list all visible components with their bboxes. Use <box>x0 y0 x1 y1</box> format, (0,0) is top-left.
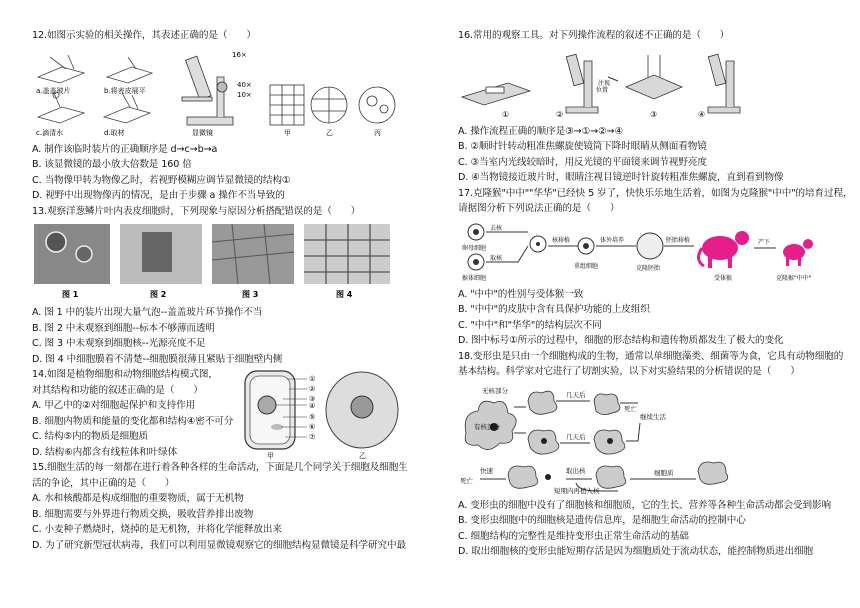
q18-option-d: D. 取出细胞核的变形虫能短期存活是因为细胞质处于流动状态，能控制物质进出细胞 <box>458 546 813 557</box>
q16-zs-label: 注视 <box>598 79 611 87</box>
q16-n4: ④ <box>698 109 706 119</box>
q16-n1: ① <box>502 109 510 119</box>
q13-option-c: C. 图 3 中未观察到细胞核--光源亮度不足 <box>32 338 206 349</box>
q18-stem-2: 基本结构。科学家对它进行了切割实验，以下对实验结果的分析错误的是（ ） <box>458 366 800 377</box>
left-column <box>32 28 417 553</box>
q13-fig1: 图 1 <box>62 290 79 299</box>
q12-figure <box>32 47 417 139</box>
q17-recombined: 重组细胞 <box>574 262 599 270</box>
q14-stem-1: 14.如图是植物细胞和动物细胞结构模式图， <box>32 369 218 380</box>
q13-fig2: 图 2 <box>150 290 167 299</box>
q13-option-b: B. 图 2 中未观察到细胞--标本不够薄而透明 <box>32 322 215 334</box>
microscope-icon <box>182 56 233 125</box>
q13-fig4: 图 4 <box>336 290 353 299</box>
q12-microscope: 显微镜 <box>192 128 213 137</box>
q12-obj10: 10× <box>237 90 252 99</box>
q12-option-a: A. 制作该临时装片的正确顺序是 d→c→b→a <box>32 143 218 155</box>
q17-stem-2: 请据图分析下列说法正确的是（ ） <box>458 203 620 214</box>
right-column <box>458 28 853 560</box>
q14-figure <box>237 365 417 461</box>
q15-option-b: B. 细胞需要与外界进行物质交换，吸收营养排出废物 <box>32 508 254 520</box>
q13-stem: 13.观察洋葱鳞片叶内表皮细胞时，下列现象与原因分析搭配错误的是（ ） <box>32 205 361 217</box>
q16-zs-label-2: 位置 <box>596 86 609 94</box>
q17-embryo: 克隆胚胎 <box>636 264 661 272</box>
q14-num-5: ⑤ <box>309 413 316 421</box>
q17-take: 取核 <box>490 254 503 262</box>
q18-figure <box>458 383 843 495</box>
q17-culture: 体外培养 <box>600 236 625 244</box>
q12-label-b: b.将表皮展平 <box>104 86 146 95</box>
q18-days-2: 几天后 <box>566 432 586 441</box>
baby-monkey-icon <box>783 239 813 266</box>
q15-option-a: A. 水和核酸都是构成细胞的重要物质，属于无机物 <box>32 493 244 504</box>
q18-stem-1: 18.变形虫是只由一个细胞构成的生物，通常以单细胞藻类、细菌等为食，它具有动物细胞的 <box>458 350 844 362</box>
q14-option-c: C. 结构⑤内的物质是细胞质 <box>32 431 148 442</box>
q17-option-c: C. "中中"和"华华"的结构层次不同 <box>458 319 602 331</box>
q17-remove: 去核 <box>490 224 503 232</box>
q16-option-c: C. ③当室内光线较暗时，用反光镜的平面镜来调节视野亮度 <box>458 156 707 168</box>
q14-num-3: ③ <box>309 395 316 403</box>
q12-yi: 乙 <box>326 128 333 137</box>
q18-option-b: B. 变形虫细胞中的细胞核是遗传信息库，是细胞生命活动的控制中心 <box>458 515 746 526</box>
q12-ocular: 16× <box>232 50 247 59</box>
q12-bing: 丙 <box>374 128 381 137</box>
q12-option-b: B. 该显微镜的最小放大倍数是 160 倍 <box>32 159 192 170</box>
q12-label-c: c.滴清水 <box>36 128 64 137</box>
q13-figure <box>32 222 417 302</box>
q13-option-d: D. 图 4 中细胞膜看不清楚--细胞膜很薄且紧贴于细胞壁内侧 <box>32 353 283 365</box>
amoeba-icon <box>465 391 728 488</box>
q18-take-out: 取出核 <box>566 466 586 475</box>
q14-yi: 乙 <box>359 452 366 460</box>
q18-death-2: 死亡 <box>460 476 473 485</box>
q12-label-a: a.盖盖玻片 <box>36 86 71 95</box>
q12-jia: 甲 <box>284 128 291 137</box>
q17-egg: 卵母细胞 <box>462 244 487 252</box>
q18-continue: 继续生活 <box>640 412 666 421</box>
q16-n2: ② <box>556 109 564 119</box>
q14-stem-2: 对其结构和功能的叙述正确的是（ ） <box>32 384 203 396</box>
q16-option-b: B. ②顺时针转动粗准焦螺旋使镜筒下降时眼睛从侧面看物镜 <box>458 141 707 152</box>
q18-nucleus-part: 有核部分 <box>474 422 500 431</box>
q17-clone: 克隆猴"中中" <box>776 274 812 282</box>
q17-fuse: 核移植 <box>552 236 571 244</box>
q18-days-1: 几天后 <box>566 390 586 399</box>
q16-option-d: D. ④当物镜接近玻片时，眼睛注视目镜逆时针旋转粗准焦螺旋，直到看到物像 <box>458 172 784 183</box>
q14-num-6: ⑥ <box>309 423 316 431</box>
q12-option-c: C. 当物像甲转为物像乙时，若视野模糊应调节显微镜的结构① <box>32 174 291 186</box>
q17-option-b: B. "中中"的皮肤中含有具保护功能的上皮组织 <box>458 304 650 315</box>
q17-surrogate: 受体猴 <box>714 274 733 282</box>
q18-option-c: C. 细胞结构的完整性是维持变形虫正常生命活动的基础 <box>458 530 689 542</box>
q18-fast: 快速 <box>480 466 493 475</box>
q16-n3: ③ <box>650 109 658 119</box>
q13-option-a: A. 图 1 中的装片出现大量气泡--盖盖玻片环节操作不当 <box>32 307 263 318</box>
q12-option-d: D. 视野中出现物像丙的情况，是由于步骤 a 操作不当导致的 <box>32 190 285 201</box>
q17-somatic: 猴体细胞 <box>462 274 487 282</box>
q15-stem-2: 活的争论，其中正确的是（ ） <box>32 477 175 489</box>
q17-figure <box>458 220 843 284</box>
q12-label-d: d.取材 <box>104 128 125 137</box>
q16-option-a: A. 操作流程正确的顺序是③→①→②→④ <box>458 125 623 137</box>
q14-option-a: A. 甲乙中的②对细胞起保护和支持作用 <box>32 400 196 411</box>
q18-death-1: 死亡 <box>624 404 637 413</box>
q14-jia: 甲 <box>267 452 274 460</box>
q17-option-d: D. 图中标号①所示的过程中，细胞的形态结构和遗传物质都发生了极大的变化 <box>458 335 784 346</box>
q17-option-a: A. "中中"的性别与受体猴一致 <box>458 288 584 300</box>
q12-stem: 12.如图示实验的相关操作，其表述正确的是（ ） <box>32 30 256 41</box>
q15-option-d: D. 为了研究新型冠状病毒，我们可以利用显微镜观察它的细胞结构显微镜是科学研究中最 <box>32 539 406 551</box>
q14-num-4: ④ <box>309 402 316 410</box>
q18-reinsert: 短期内再植入核 <box>554 486 600 495</box>
q14-option-b: B. 细胞内物质和能量的变化都和结构④密不可分 <box>32 415 234 427</box>
q17-birth: 产下 <box>758 238 771 246</box>
monkey-icon <box>698 231 749 268</box>
q14-num-1: ① <box>309 375 316 383</box>
q18-no-nucleus: 无核部分 <box>482 386 508 395</box>
q17-stem-1: 17.克隆猴"中中""华华"已经快 5 岁了，快快乐乐地生活着，如图为克隆猴"中中"的培育过程， <box>458 187 853 199</box>
q15-stem-1: 15.细胞生活的每一刻都在进行着各种各样的生命活动，下面是几个同学关于细胞及细胞生 <box>32 462 408 473</box>
q14-num-2: ② <box>309 385 316 393</box>
q17-transfer: 胚胎移植 <box>666 236 691 244</box>
q16-figure <box>458 47 843 121</box>
q13-fig3: 图 3 <box>242 290 259 299</box>
q14-option-d: D. 结构⑥内都含有线粒体和叶绿体 <box>32 446 178 458</box>
q15-option-c: C. 小麦种子燃烧时，烧掉的是无机物，并将化学能释放出来 <box>32 524 282 535</box>
q12-obj40: 40× <box>237 80 252 89</box>
q18-option-a: A. 变形虫的细胞中没有了细胞核和细胞质，它的生长、营养等各种生命活动都会受到影响 <box>458 499 831 511</box>
q14-num-7: ⑦ <box>309 433 316 441</box>
q18-cytoplasm: 细胞质 <box>654 468 674 477</box>
q16-stem: 16.常用的观察工具。对下列操作流程的叙述不正确的是（ ） <box>458 30 730 41</box>
